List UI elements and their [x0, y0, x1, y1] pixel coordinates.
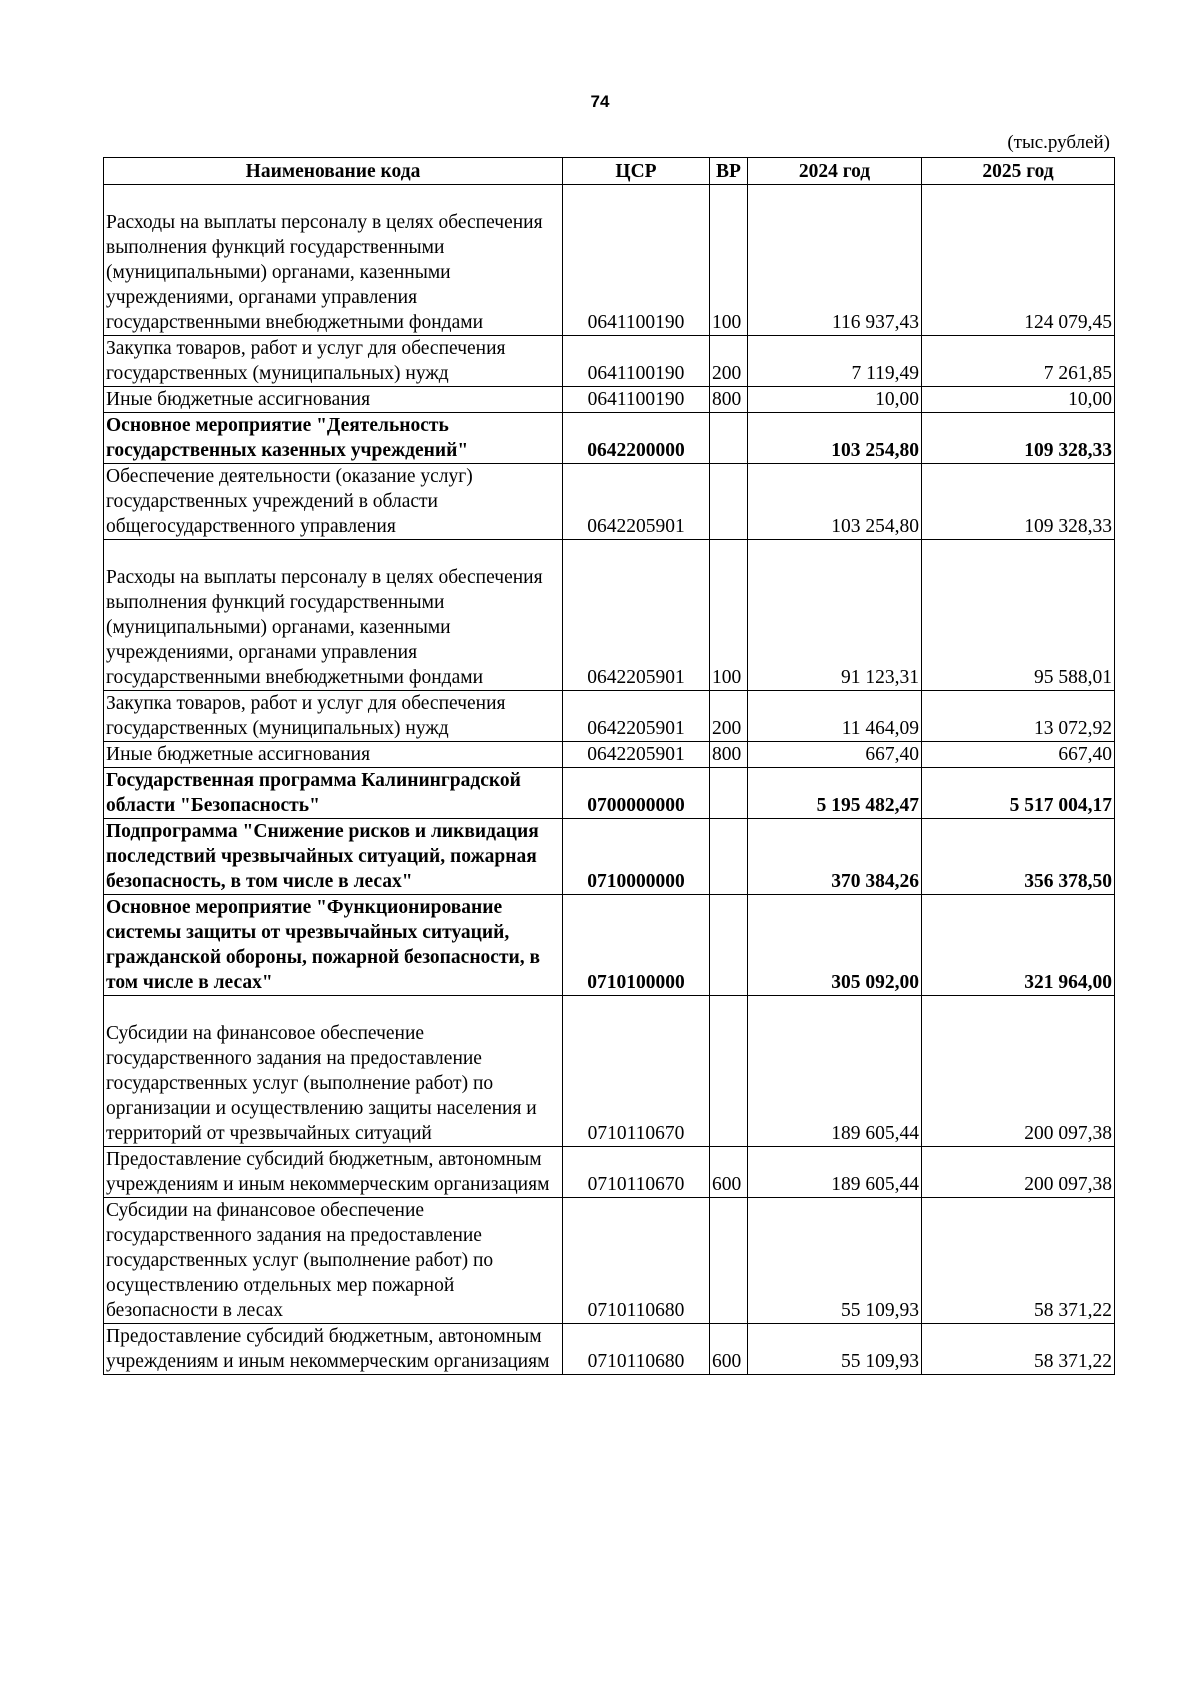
table-row [104, 413, 1115, 464]
row-2024: 11 464,09 [748, 691, 922, 742]
row-vr [710, 464, 748, 540]
row-2025: 200 097,38 [922, 1147, 1115, 1198]
header-year-2025: 2025 год [922, 158, 1115, 185]
row-csr: 0710110670 [563, 1147, 710, 1198]
row-2024: 55 109,93 [748, 1198, 922, 1324]
row-vr: 200 [710, 691, 748, 742]
row-name: Предоставление субсидий бюджетным, автономным учреждениям и иным некоммерческим организациям [104, 1147, 563, 1198]
row-2024: 5 195 482,47 [748, 768, 922, 819]
table-row [104, 1324, 1115, 1375]
table-row [104, 996, 1115, 1147]
row-vr: 600 [710, 1147, 748, 1198]
row-name: Закупка товаров, работ и услуг для обеспечения государственных (муниципальных) нужд [104, 336, 563, 387]
row-vr: 100 [710, 185, 748, 336]
row-vr: 800 [710, 387, 748, 413]
row-vr: 200 [710, 336, 748, 387]
row-2024: 370 384,26 [748, 819, 922, 895]
row-csr: 0710110670 [563, 996, 710, 1147]
row-csr: 0642200000 [563, 413, 710, 464]
header-name: Наименование кода [104, 158, 563, 185]
row-csr: 0642205901 [563, 691, 710, 742]
table-row [104, 1147, 1115, 1198]
row-name: Государственная программа Калининградской области "Безопасность" [104, 768, 563, 819]
row-vr [710, 768, 748, 819]
table-row [104, 464, 1115, 540]
row-vr: 800 [710, 742, 748, 768]
row-2024: 7 119,49 [748, 336, 922, 387]
row-csr: 0641100190 [563, 185, 710, 336]
row-csr: 0700000000 [563, 768, 710, 819]
row-2025: 10,00 [922, 387, 1115, 413]
units-label: (тыс.рублей) [1007, 132, 1110, 153]
row-csr: 0710000000 [563, 819, 710, 895]
table-row [104, 1198, 1115, 1324]
row-2025: 58 371,22 [922, 1198, 1115, 1324]
row-name: Основное мероприятие "Функционирование системы защиты от чрезвычайных ситуаций, гражданской обороны, пожарной безопасности, в том числе в лесах" [104, 895, 563, 996]
row-2025: 5 517 004,17 [922, 768, 1115, 819]
row-vr [710, 819, 748, 895]
row-csr: 0642205901 [563, 464, 710, 540]
row-vr: 600 [710, 1324, 748, 1375]
header-vr: ВР [710, 158, 748, 185]
row-vr [710, 1198, 748, 1324]
row-name: Подпрограмма "Снижение рисков и ликвидация последствий чрезвычайных ситуаций, пожарная безопасность, в том числе в лесах" [104, 819, 563, 895]
table-row [104, 336, 1115, 387]
row-2024: 305 092,00 [748, 895, 922, 996]
table-row [104, 185, 1115, 336]
header-year-2024: 2024 год [748, 158, 922, 185]
row-csr: 0710100000 [563, 895, 710, 996]
table-header-row [104, 158, 1115, 185]
budget-table [103, 157, 1115, 1375]
table-row [104, 895, 1115, 996]
row-2024: 55 109,93 [748, 1324, 922, 1375]
row-2025: 95 588,01 [922, 540, 1115, 691]
row-csr: 0710110680 [563, 1324, 710, 1375]
row-2024: 91 123,31 [748, 540, 922, 691]
row-2024: 10,00 [748, 387, 922, 413]
row-name: Основное мероприятие "Деятельность государственных казенных учреждений" [104, 413, 563, 464]
row-2025: 321 964,00 [922, 895, 1115, 996]
row-2025: 109 328,33 [922, 464, 1115, 540]
row-2024: 103 254,80 [748, 413, 922, 464]
row-name: Иные бюджетные ассигнования [104, 387, 563, 413]
table-row [104, 540, 1115, 691]
row-2025: 667,40 [922, 742, 1115, 768]
row-2024: 189 605,44 [748, 996, 922, 1147]
row-2025: 109 328,33 [922, 413, 1115, 464]
row-name: Предоставление субсидий бюджетным, автономным учреждениям и иным некоммерческим организациям [104, 1324, 563, 1375]
row-2024: 103 254,80 [748, 464, 922, 540]
row-2024: 189 605,44 [748, 1147, 922, 1198]
table-row [104, 691, 1115, 742]
row-csr: 0641100190 [563, 387, 710, 413]
row-name: Субсидии на финансовое обеспечение государственного задания на предоставление государственных услуг (выполнение работ) по организации и осуществлению защиты населения и территорий от чрезвычайных ситуаций [104, 996, 563, 1147]
row-2025: 124 079,45 [922, 185, 1115, 336]
header-csr: ЦСР [563, 158, 710, 185]
page-number: 74 [590, 92, 610, 111]
row-2025: 356 378,50 [922, 819, 1115, 895]
table-row [104, 742, 1115, 768]
row-csr: 0642205901 [563, 540, 710, 691]
row-csr: 0642205901 [563, 742, 710, 768]
row-2024: 667,40 [748, 742, 922, 768]
row-csr: 0641100190 [563, 336, 710, 387]
row-name: Расходы на выплаты персоналу в целях обеспечения выполнения функций государственными (муниципальными) органами, казенными учреждениями, органами управления государственными внебюджетными фондами [104, 185, 563, 336]
row-name: Обеспечение деятельности (оказание услуг) государственных учреждений в области общегосударственного управления [104, 464, 563, 540]
row-name: Расходы на выплаты персоналу в целях обеспечения выполнения функций государственными (муниципальными) органами, казенными учреждениями, органами управления государственными внебюджетными фондами [104, 540, 563, 691]
row-vr [710, 413, 748, 464]
row-2025: 7 261,85 [922, 336, 1115, 387]
row-vr: 100 [710, 540, 748, 691]
table-row [104, 387, 1115, 413]
row-name: Закупка товаров, работ и услуг для обеспечения государственных (муниципальных) нужд [104, 691, 563, 742]
row-vr [710, 895, 748, 996]
row-vr [710, 996, 748, 1147]
table-row [104, 768, 1115, 819]
table-row [104, 819, 1115, 895]
row-csr: 0710110680 [563, 1198, 710, 1324]
row-2025: 13 072,92 [922, 691, 1115, 742]
row-2025: 200 097,38 [922, 996, 1115, 1147]
row-2024: 116 937,43 [748, 185, 922, 336]
row-2025: 58 371,22 [922, 1324, 1115, 1375]
row-name: Субсидии на финансовое обеспечение государственного задания на предоставление государственных услуг (выполнение работ) по осуществлению отдельных мер пожарной безопасности в лесах [104, 1198, 563, 1324]
row-name: Иные бюджетные ассигнования [104, 742, 563, 768]
